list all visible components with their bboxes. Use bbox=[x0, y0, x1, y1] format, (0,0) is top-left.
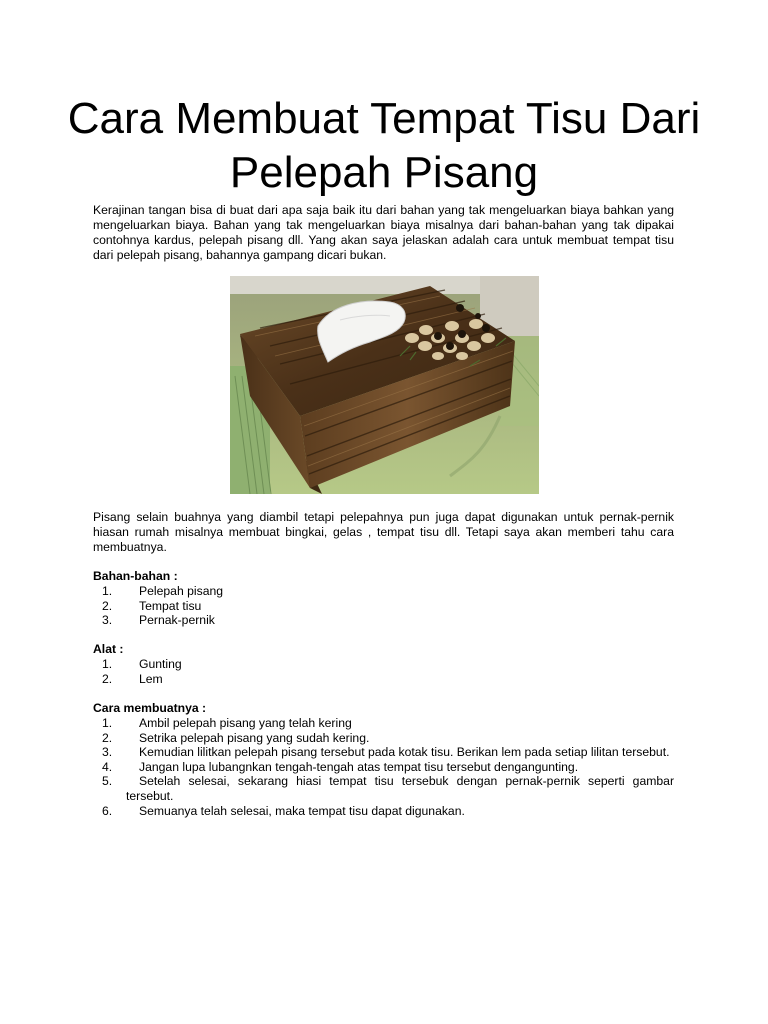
bahan-section bbox=[93, 569, 674, 628]
list-number: 1. bbox=[102, 716, 113, 730]
list-item bbox=[93, 760, 674, 775]
list-number: 4. bbox=[102, 759, 113, 774]
intro-paragraph: Kerajinan tangan bisa di buat dari apa saja baik itu dari bahan yang tak mengeluarkan biaya bahkan yang mengeluarkan biaya. Bahan yang tak mengeluarkan biaya misalnya dari bahan-bahan yang tak dipakai contohnya kardus, pelepah pisang dll. Yang akan saya jelaskan adalah cara untuk membuat tempat tisu dari pelepah pisang, bahannya gampang dicari bukan. bbox=[93, 203, 674, 262]
bahan-heading: Bahan-bahan : bbox=[93, 569, 178, 583]
document-title: Cara Membuat Tempat Tisu Dari Pelepah Pisang bbox=[67, 94, 701, 197]
list-number: 3. bbox=[102, 745, 113, 760]
tissue-box-photo bbox=[230, 276, 539, 494]
alat-section bbox=[93, 642, 674, 686]
list-number: 5. bbox=[102, 774, 113, 789]
list-number: 2. bbox=[102, 671, 113, 686]
list-number: 1. bbox=[102, 584, 113, 598]
list-item bbox=[93, 613, 674, 628]
list-text: Setrika pelepah pisang yang sudah kering. bbox=[139, 730, 370, 745]
cara-section bbox=[93, 701, 674, 818]
cara-list bbox=[93, 716, 674, 818]
cara-heading: Cara membuatnya : bbox=[93, 701, 207, 715]
list-number: 3. bbox=[102, 613, 113, 628]
list-text: Ambil pelepah pisang yang telah kering bbox=[139, 716, 352, 730]
list-number: 2. bbox=[102, 598, 113, 613]
list-item bbox=[93, 745, 674, 760]
tissue-box-illustration bbox=[230, 276, 539, 494]
list-item bbox=[93, 804, 674, 819]
list-text: Semuanya telah selesai, maka tempat tisu dapat digunakan. bbox=[139, 803, 465, 818]
list-item bbox=[93, 657, 674, 672]
list-number: 6. bbox=[102, 803, 113, 818]
paragraph-2: Pisang selain buahnya yang diambil tetapi pelepahnya pun juga dapat digunakan untuk pernak-pernik hiasan rumah misalnya membuat bingkai, gelas , tempat tisu dll. Tetapi saya akan memberi tahu cara membuatnya. bbox=[93, 510, 674, 554]
list-item bbox=[93, 672, 674, 687]
list-text: Gunting bbox=[139, 657, 182, 671]
list-item bbox=[93, 584, 674, 599]
list-text: Pelepah pisang bbox=[139, 584, 224, 598]
list-text: Tempat tisu bbox=[139, 598, 202, 613]
list-text: Jangan lupa lubangnkan tengah-tengah atas tempat tisu tersebut dengangunting. bbox=[139, 759, 579, 774]
list-item bbox=[93, 716, 674, 731]
list-text: Kemudian lilitkan pelepah pisang tersebut pada kotak tisu. Berikan lem pada setiap lilitan tersebut. bbox=[139, 745, 670, 760]
alat-heading: Alat : bbox=[93, 642, 124, 656]
bahan-list bbox=[93, 584, 674, 628]
list-number: 1. bbox=[102, 657, 113, 671]
list-text: Setelah selesai, sekarang hiasi tempat tisu tersebuk dengan pernak-pernik seperti gambar tersebut. bbox=[126, 774, 674, 803]
alat-list bbox=[93, 657, 674, 686]
list-text: Pernak-pernik bbox=[139, 613, 215, 628]
list-item bbox=[93, 599, 674, 614]
list-number: 2. bbox=[102, 730, 113, 745]
list-text: Lem bbox=[139, 671, 163, 686]
list-item bbox=[93, 731, 674, 746]
list-item bbox=[93, 774, 674, 803]
